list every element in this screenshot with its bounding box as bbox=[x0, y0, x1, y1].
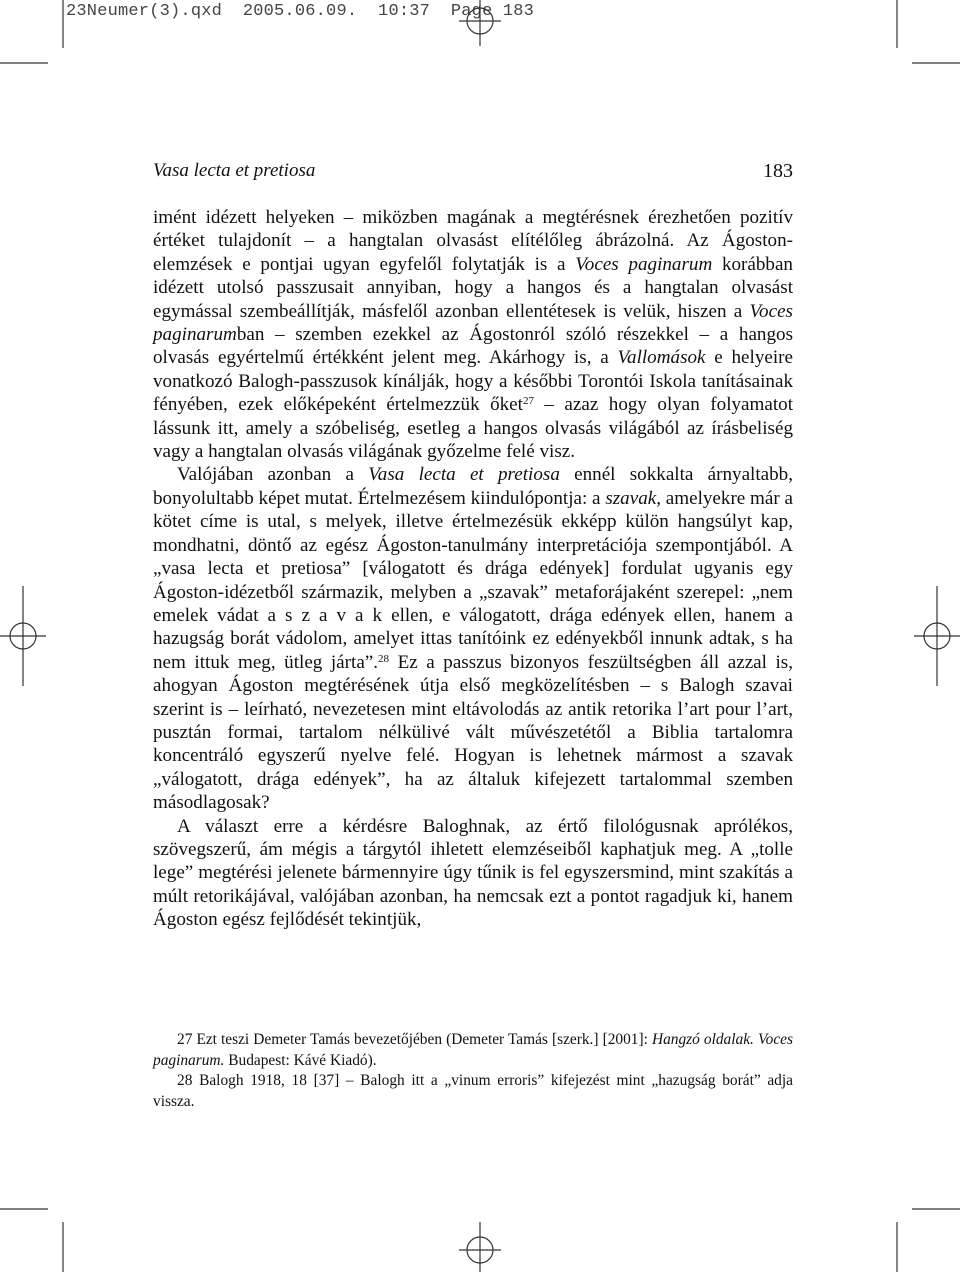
text-run: ban – szemben ezekkel az Ágostonról szóló részekkel – a hangos olvasás egyértelmű értékként jelent meg. Akárhogy is, a bbox=[153, 324, 793, 369]
text-run: Budapest: Kávé Kiadó). bbox=[224, 1051, 377, 1069]
page-number: 183 bbox=[763, 160, 793, 182]
text-run: imént idézett helyeken – miközben magának a megtérésnek érezhetően pozitív értéket tulajdonít – a hangtalan olvasást elítélőleg ábrázolná. Az Ágoston-elemzések e pontjai ugyan egyfelől folytatják is a bbox=[153, 207, 793, 275]
footnote-number: 28 bbox=[177, 1072, 193, 1090]
text-run: Valójában azonban a bbox=[177, 464, 369, 486]
italic-text: Hangzó oldalak. Voces paginarum. bbox=[153, 1031, 793, 1069]
text-run: korábban idézett utolsó passzusait annyiban, hogy a hangos és a hangtalan olvasást egymással szembeállítják, másfelől azonban ellentétesek is velük, hiszen a bbox=[153, 253, 793, 322]
text-run: A választ erre a kérdésre Baloghnak, az értő filológusnak aprólékos, szövegszerű, ám mégis a tárgytól ihletett elemzéseiből kaphatjuk meg. A „tolle lege” megtérési jelenete bármennyire úgy tűnik is fel egyszersmind, mint szakítás a múlt retorikájával, valójában azonban, ha nemcsak ezt a pontot ragadjuk ki, hanem Ágoston egész fejlődését tekintjük, bbox=[153, 815, 793, 931]
italic-text: Voces paginarum bbox=[575, 253, 713, 275]
print-slug-line: 23Neumer(3).qxd 2005.06.09. 10:37 Page 183 bbox=[66, 2, 535, 21]
running-head bbox=[153, 160, 793, 182]
text-run: Ez a passzus bizonyos feszültségben áll azzal is, ahogyan Ágoston megtérésének útja első megközelítésben – s Balogh szavai szerint is – leírható, nevezetesen mint eltávolodás az antik retorika l’art pour l’art, pusztán formai, tartalom nélkülivé vált művészetétől a Biblia tartalomra koncentráló egyszerű nyelve felé. Hogyan is lehetnek mármost a szavak „válogatott, drága edények”, ha az általuk kifejezett tartalommal szemben másodlagosak? bbox=[153, 651, 793, 814]
paragraph bbox=[153, 206, 793, 463]
footnote-ref: 28 bbox=[378, 652, 390, 665]
text-run: amelyekre már a kötet címe is utal, s melyek, illetve értelmezésük ekképp külön hangsúlyt kap, mondhatni, döntő az egész Ágoston-tanulmány interpretációja szempontjából. A „vasa lecta et pretiosa” [válogatott és drága edények] fordulat ugyanis egy Ágoston-idézetből származik, melyben a „szavak” metaforájaként szerepel: „nem emelek vádat a bbox=[153, 487, 793, 626]
text-run: Balogh 1918, 18 [37] – Balogh itt a „vinum erroris” kifejezést mint „hazugság borát” adja vissza. bbox=[153, 1072, 793, 1110]
footnotes bbox=[153, 1030, 793, 1112]
footnote-number: 27 bbox=[177, 1031, 193, 1048]
spaced-text: s z a v a k bbox=[285, 604, 383, 626]
text-run: – azaz hogy olyan folyamatot lássunk itt, amely a szóbeliség, esetleg a hangos olvasás világából az írásbeliség vagy a hangtalan olvasás világának győzelme felé visz. bbox=[153, 394, 793, 463]
running-head-title: Vasa lecta et pretiosa bbox=[153, 160, 316, 181]
text-run: ennél sokkalta árnyaltabb, bonyolultabb képet mutat. Értelmezésem kiindulópontja: a bbox=[153, 464, 794, 509]
footnote bbox=[153, 1071, 793, 1112]
footnote bbox=[153, 1030, 793, 1071]
text-run: Ezt teszi Demeter Tamás bevezetőjében (Demeter Tamás [szerk.] [2001]: bbox=[192, 1031, 652, 1048]
text-run: e helyeire vonatkozó Balogh-passzusok kínálják, hogy a későbbi Torontói Iskola tanításainak fényében, ezek előképeként értelmezzük őket bbox=[153, 347, 793, 416]
body-text bbox=[153, 206, 793, 932]
italic-text: Vallomások bbox=[617, 347, 706, 369]
footnote-ref: 27 bbox=[522, 395, 534, 408]
text-run: ellen, e válogatott, drága edények ellen, hanem a hazugság borát vádolom, amelyet ittas tanítóink ez edényekből innunk adtak, s ha nem ittuk meg, ütleg járta”. bbox=[153, 604, 793, 673]
paragraph bbox=[153, 815, 793, 932]
italic-text: Voces paginarum bbox=[153, 300, 793, 346]
paragraph bbox=[153, 463, 793, 814]
italic-text: szavak, bbox=[605, 487, 661, 509]
italic-text: Vasa lecta et pretiosa bbox=[368, 464, 560, 486]
